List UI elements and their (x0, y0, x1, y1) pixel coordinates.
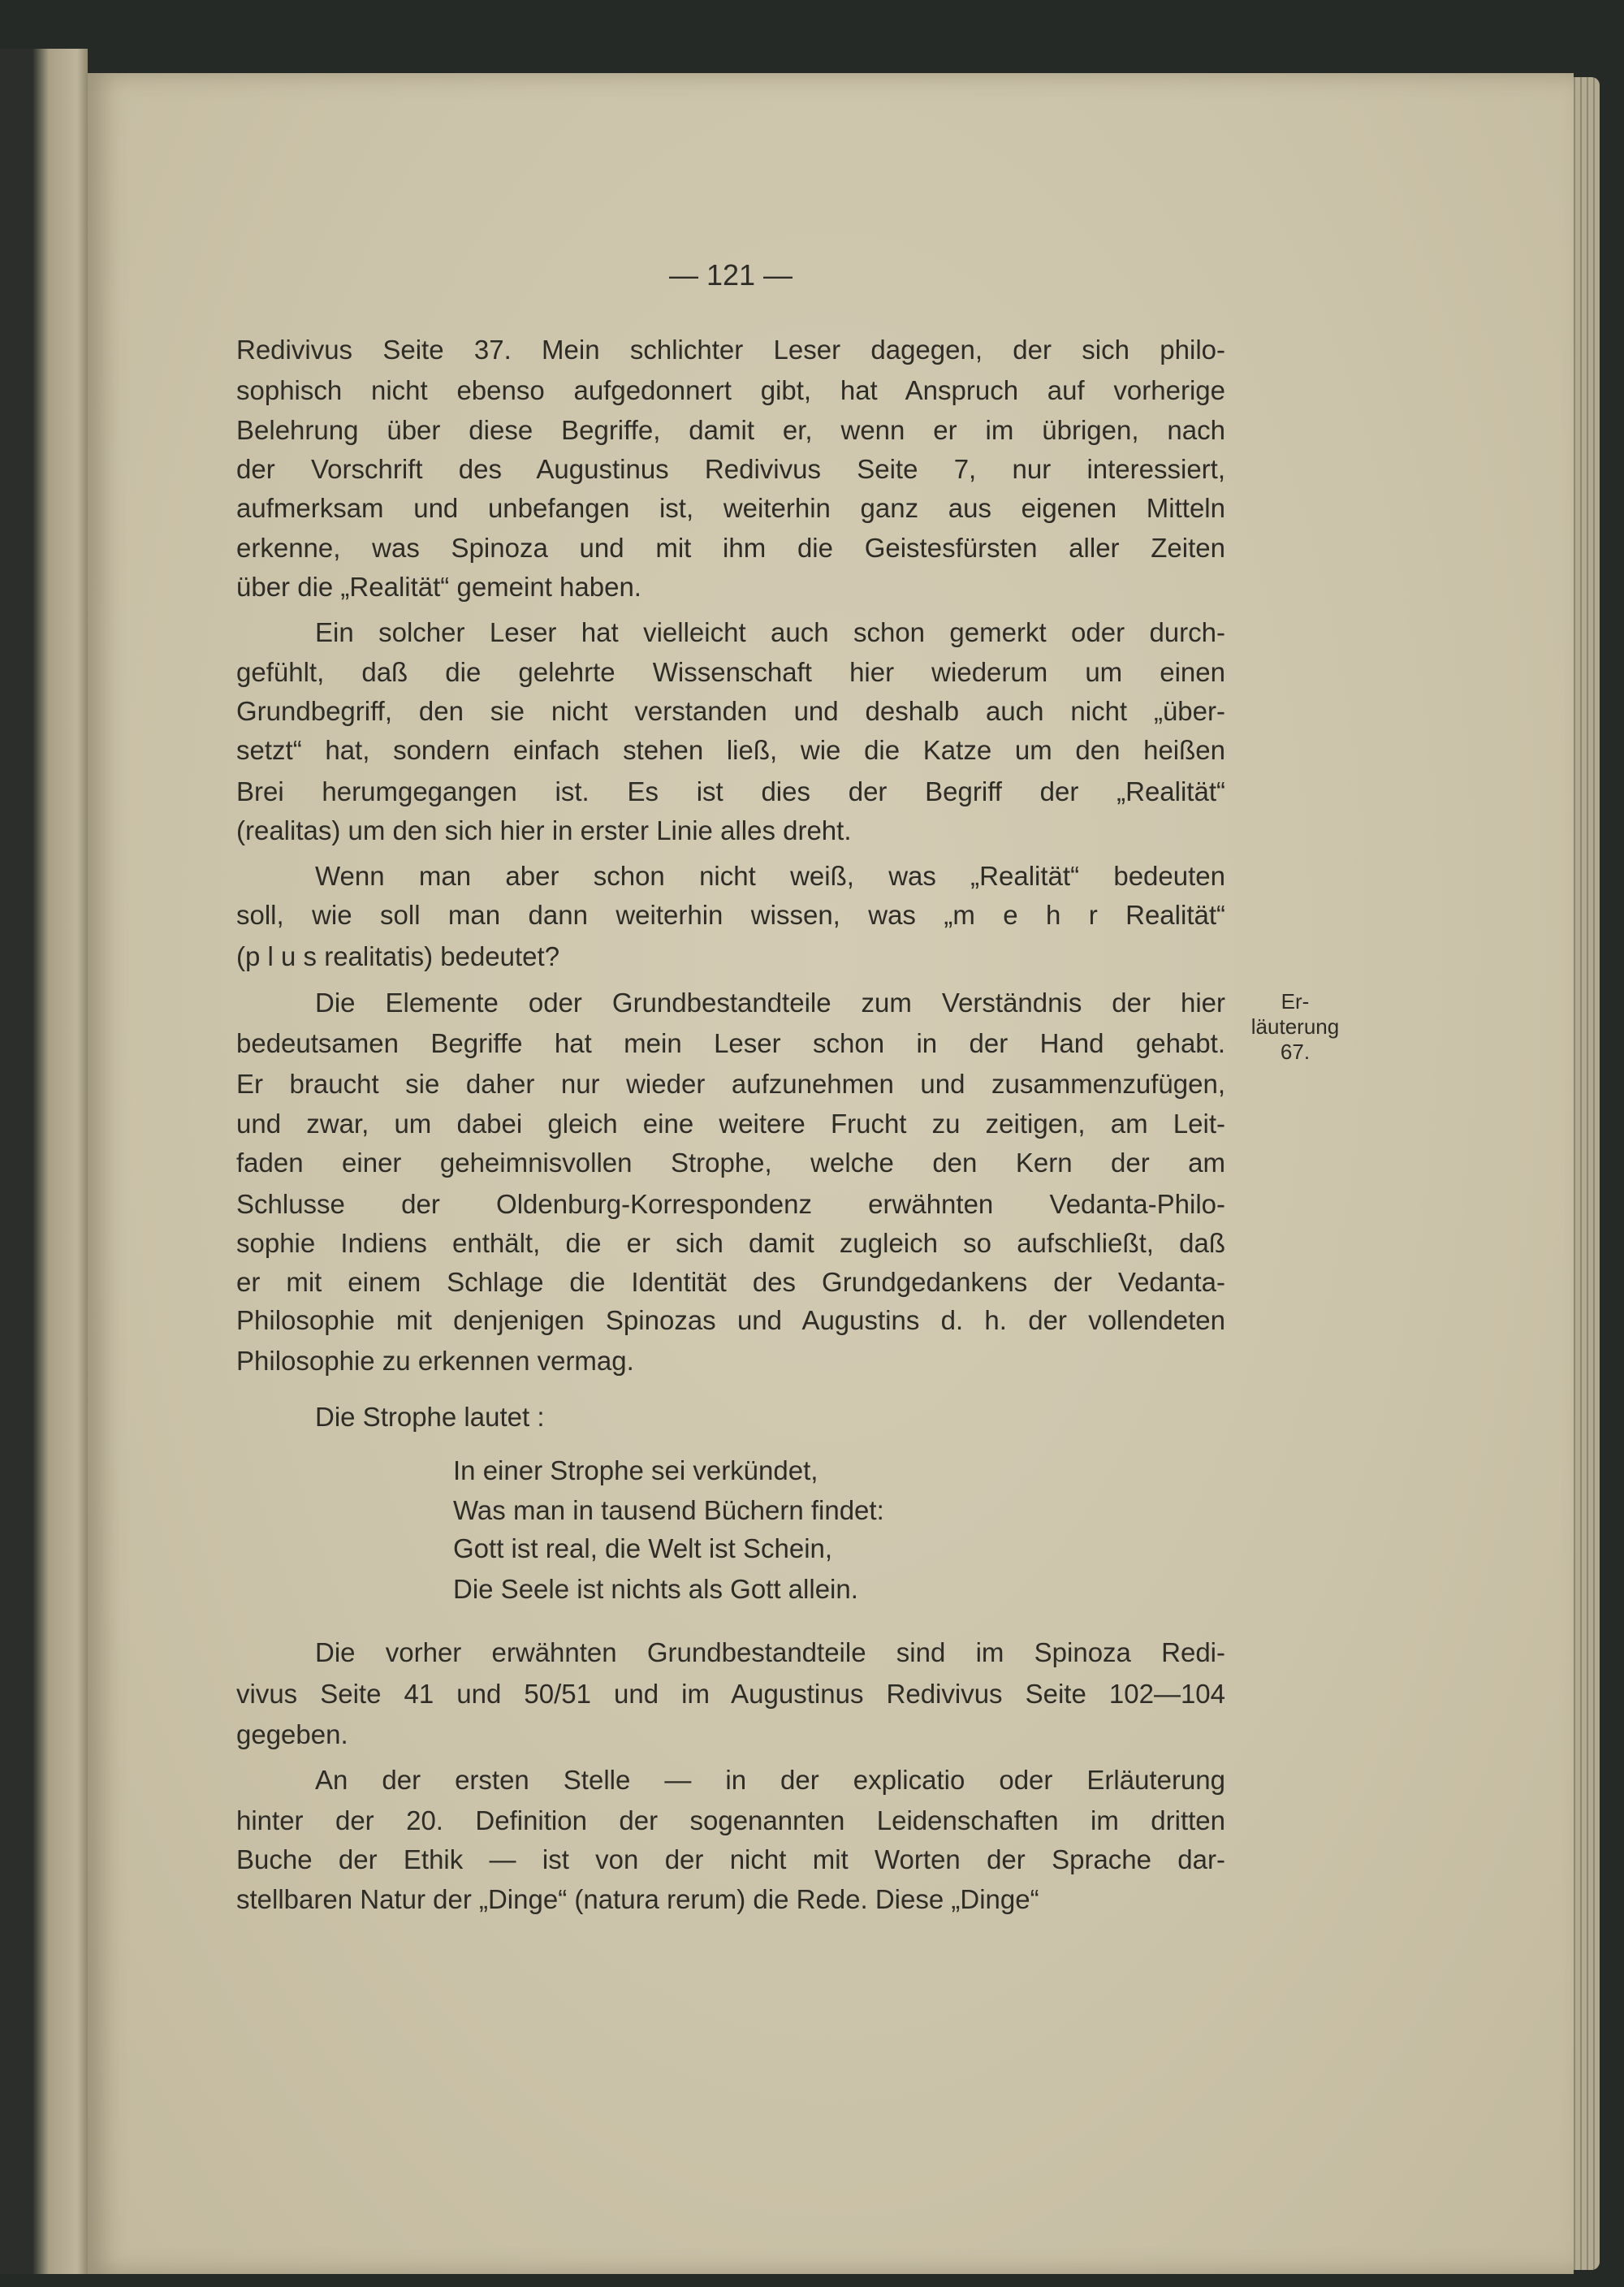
text-line: hinter der 20. Definition der sogenannten Leidenschaften im dritten (236, 1805, 1225, 1835)
text-line: Die Strophe lautet : (315, 1402, 545, 1432)
text-line: Er braucht sie daher nur wieder aufzunehmen und zusammenzufügen, (236, 1069, 1225, 1099)
text-line: An der ersten Stelle — in der explicatio oder Erläuterung (315, 1765, 1225, 1795)
verse-line: In einer Strophe sei verkündet, (453, 1455, 818, 1485)
text-line: Redivivus Seite 37. Mein schlichter Leser dagegen, der sich philo- (236, 335, 1225, 365)
text-line: gefühlt, daß die gelehrte Wissenschaft hier wiederum um einen (236, 657, 1225, 687)
margin-note-line: läuterung (1250, 1014, 1340, 1039)
text-line: bedeutsamen Begriffe hat mein Leser schon in der Hand gehabt. (236, 1028, 1225, 1058)
text-line: erkenne, was Spinoza und mit ihm die Geistesfürsten aller Zeiten (236, 533, 1225, 563)
text-line: der Vorschrift des Augustinus Redivivus Seite 7, nur interessiert, (236, 454, 1225, 484)
left-page-edge (0, 49, 88, 2274)
text-line: Buche der Ethik — ist von der nicht mit Worten der Sprache dar- (236, 1844, 1225, 1874)
text-line: (p l u s realitatis) bedeutet? (236, 941, 560, 971)
text-line: Grundbegriff, den sie nicht verstanden und deshalb auch nicht „über- (236, 696, 1225, 726)
text-line: sophie Indiens enthält, die er sich damit zugleich so aufschließt, daß (236, 1228, 1225, 1258)
text-line: er mit einem Schlage die Identität des Grundgedankens der Vedanta- (236, 1267, 1225, 1297)
text-line: vivus Seite 41 und 50/51 und im Augustinus Redivivus Seite 102—104 (236, 1679, 1225, 1709)
verse-line: Was man in tausend Büchern findet: (453, 1495, 884, 1525)
text-line: stellbaren Natur der „Dinge“ (natura rerum) die Rede. Diese „Dinge“ (236, 1884, 1039, 1914)
text-line: und zwar, um dabei gleich eine weitere Frucht zu zeitigen, am Leit- (236, 1109, 1225, 1139)
page-number: — 121 — (668, 258, 793, 292)
text-line: (realitas) um den sich hier in erster Linie alles dreht. (236, 815, 852, 845)
text-line: sophisch nicht ebenso aufgedonnert gibt, hat Anspruch auf vorherige (236, 375, 1225, 405)
text-line: Philosophie mit denjenigen Spinozas und Augustins d. h. der vollendeten (236, 1305, 1225, 1335)
text-line: soll, wie soll man dann weiterhin wissen, was „m e h r Realität“ (236, 900, 1225, 930)
text-line: über die „Realität“ gemeint haben. (236, 572, 641, 602)
margin-note-line: Er- (1281, 989, 1310, 1014)
text-line: Ein solcher Leser hat vielleicht auch schon gemerkt oder durch- (315, 617, 1225, 647)
text-line: setzt“ hat, sondern einfach stehen ließ, wie die Katze um den heißen (236, 735, 1225, 765)
verse-line: Die Seele ist nichts als Gott allein. (453, 1574, 858, 1604)
text-line: Philosophie zu erkennen vermag. (236, 1346, 634, 1376)
text-line: Die Elemente oder Grundbestandteile zum Verständnis der hier (315, 988, 1225, 1018)
text-line: Brei herumgegangen ist. Es ist dies der Begriff der „Realität“ (236, 776, 1225, 806)
text-line: faden einer geheimnisvollen Strophe, welche den Kern der am (236, 1148, 1225, 1178)
margin-note-line: 67. (1280, 1040, 1311, 1064)
text-line: Schlusse der Oldenburg-Korrespondenz erwähnten Vedanta-Philo- (236, 1189, 1225, 1219)
verse-line: Gott ist real, die Welt ist Schein, (453, 1533, 833, 1563)
text-line: Belehrung über diese Begriffe, damit er, wenn er im übrigen, nach (236, 415, 1225, 445)
text-line: aufmerksam und unbefangen ist, weiterhin ganz aus eigenen Mitteln (236, 493, 1225, 523)
text-line: Wenn man aber schon nicht weiß, was „Realität“ bedeuten (315, 861, 1225, 891)
text-line: Die vorher erwähnten Grundbestandteile sind im Spinoza Redi- (315, 1637, 1225, 1667)
text-line: gegeben. (236, 1719, 348, 1749)
